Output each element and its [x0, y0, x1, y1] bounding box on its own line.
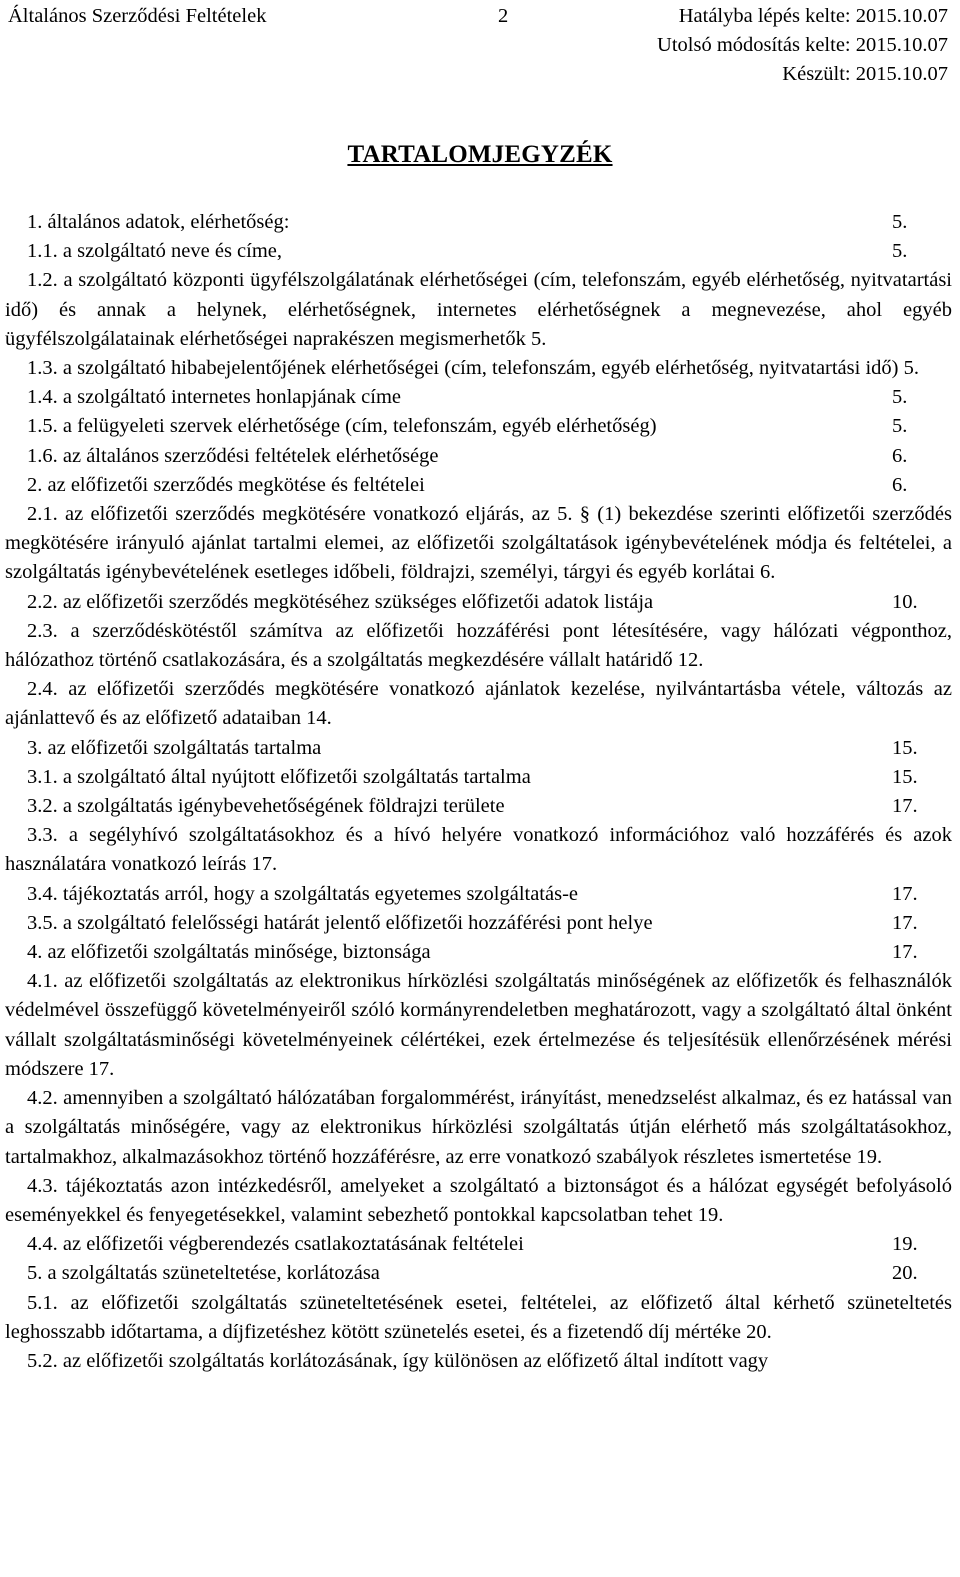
- toc-entry-page: 20.: [892, 1262, 918, 1285]
- toc-entry[interactable]: [5, 967, 952, 1084]
- toc-entry[interactable]: [5, 237, 952, 266]
- toc-entry-text: 2.1. az előfizetői szerződés megkötésére vonatkozó eljárás, az 5. § (1) bekezdése szerinti előfizetői szerződés megkötésére irányuló ajánlat tartalmi elemei, az előfizetői szolgáltatások igénybevételének módja és feltételei, a szolgáltatás igénybevételének esetleges időbeli, földrajzi, személyi, tárgyi és egyéb korlátai: [5, 503, 952, 584]
- toc-entry[interactable]: [5, 383, 952, 412]
- toc-entry-text: 3.5. a szolgáltató felelősségi határát jelentő előfizetői hozzáférési pont helye: [27, 911, 653, 934]
- toc-title: TARTALOMJEGYZÉK: [347, 141, 613, 168]
- toc-entry-page: 5.: [892, 386, 908, 409]
- toc-entry[interactable]: [5, 500, 952, 588]
- toc-entry-text: 1.5. a felügyeleti szervek elérhetősége (cím, telefonszám, egyéb elérhetőség): [27, 415, 657, 438]
- toc-entry-text: 2. az előfizetői szerződés megkötése és feltételei: [27, 473, 425, 496]
- toc-entry-page: 19.: [851, 1145, 883, 1168]
- toc-entry-text: 3.4. tájékoztatás arról, hogy a szolgáltatás egyetemes szolgáltatás-e: [27, 882, 579, 905]
- toc-entry[interactable]: [5, 734, 952, 763]
- toc-entry-page: 17.: [892, 795, 918, 818]
- toc-entry[interactable]: [5, 442, 952, 471]
- toc-entry[interactable]: [5, 938, 952, 967]
- toc-entry-text: 2.3. a szerződéskötéstől számítva az előfizetői hozzáférési pont létesítésére, vagy hálózati végponthoz, hálózathoz történő csatlakozására, és a szolgáltatás megkezdésére vállalt határidő: [5, 619, 952, 672]
- toc-entry-page: 17.: [892, 882, 918, 905]
- toc-entry-text: 1.6. az általános szerződési feltételek elérhetősége: [27, 444, 439, 467]
- toc-entry[interactable]: [5, 1289, 952, 1347]
- toc-entry[interactable]: [5, 763, 952, 792]
- toc-entry-page: 15.: [892, 736, 918, 759]
- header-modified-date: Utolsó módosítás kelte: 2015.10.07: [657, 34, 948, 56]
- toc-entry-page: 17.: [83, 1057, 115, 1080]
- toc-entry-text: 1. általános adatok, elérhetőség:: [27, 211, 290, 233]
- toc-entry-text: 4.2. amennyiben a szolgáltató hálózatában forgalommérést, irányítást, menedzselést alkalmaz, és ez hatással van a szolgáltatás minőségére, vagy az elektronikus hírközlési szolgáltatás útján elérhető más szolgáltatásokhoz, tartalmakhoz, alkalmazásokhoz történő hozzáférésre, az erre vonatkozó szabályok részletes ismertetése: [5, 1087, 952, 1168]
- toc-entry-text: 1.1. a szolgáltató neve és címe,: [27, 240, 283, 263]
- table-of-contents: [5, 208, 952, 1376]
- page-header: [4, 0, 960, 100]
- toc-entry-text: 4.4. az előfizetői végberendezés csatlakoztatásának feltételei: [27, 1233, 524, 1256]
- toc-entry-text: 1.4. a szolgáltató internetes honlapjának címe: [27, 386, 401, 409]
- toc-entry[interactable]: [5, 412, 952, 441]
- toc-entry[interactable]: [5, 266, 952, 354]
- toc-entry-text: 2.2. az előfizetői szerződés megkötéséhez szükséges előfizetői adatok listája: [27, 590, 654, 613]
- header-created-date: Készült: 2015.10.07: [782, 63, 948, 85]
- toc-entry-text: 5.1. az előfizetői szolgáltatás szüneteltetésének esetei, feltételei, az előfizető által kérhető szüneteltetés leghosszabb időtartama, a díjfizetéshez kötött szünetelés esetei, és a fizetendő díj mértéke: [5, 1291, 952, 1343]
- toc-entry-page: 5.: [892, 240, 908, 263]
- toc-entry-page: 12.: [672, 649, 704, 672]
- toc-entry[interactable]: [5, 354, 952, 383]
- toc-entry-text: 5.2. az előfizetői szolgáltatás korlátozásának, így különösen az előfizető által indított vagy: [27, 1349, 769, 1372]
- toc-entry-page: 17.: [246, 853, 278, 876]
- toc-entry-text: 5. a szolgáltatás szüneteltetése, korlátozása: [27, 1262, 380, 1285]
- toc-entry[interactable]: [5, 471, 952, 500]
- toc-entry-page: 5.: [525, 327, 547, 350]
- toc-entry-text: 4. az előfizetői szolgáltatás minősége, biztonsága: [27, 941, 431, 964]
- toc-entry[interactable]: [5, 792, 952, 821]
- toc-entry-page: 17.: [892, 911, 918, 934]
- toc-entry-page: 20.: [741, 1320, 772, 1343]
- toc-entry-text: 4.1. az előfizetői szolgáltatás az elektronikus hírközlési szolgáltatás minőségének az előfizetők és felhasználók védelmével összefüggő követelményeiről szóló kormányrendeletben meghatározott, vagy a szolgáltató által önként vállalt szolgáltatásminőségi követelményeinek célértékei, ezek értelmezése és teljesítésük ellenőrzésének mérési módszere: [5, 970, 952, 1080]
- toc-entry-text: 2.4. az előfizetői szerződés megkötésére vonatkozó ajánlatok kezelése, nyilvántartásba vétele, változás az ajánlattevő és az előfizető adataiban: [5, 678, 952, 730]
- toc-entry-page: 14.: [300, 707, 332, 730]
- header-document-title: Általános Szerződési Feltételek: [8, 5, 267, 27]
- toc-entry[interactable]: [5, 208, 952, 237]
- toc-entry-text: 3.1. a szolgáltató által nyújtott előfizetői szolgáltatás tartalma: [27, 765, 531, 788]
- toc-entry-page: 19.: [692, 1203, 724, 1226]
- toc-entry-page: 6.: [754, 561, 776, 584]
- toc-entry[interactable]: [5, 1347, 952, 1376]
- toc-entry-page: 6.: [892, 473, 908, 496]
- toc-entry-page: [892, 1347, 952, 1376]
- header-effective-date: Hatályba lépés kelte: 2015.10.07: [678, 5, 948, 27]
- toc-entry[interactable]: [5, 909, 952, 938]
- toc-entry[interactable]: [5, 880, 952, 909]
- toc-entry[interactable]: [5, 617, 952, 675]
- toc-entry[interactable]: [5, 588, 952, 617]
- toc-entry-text: 1.2. a szolgáltató központi ügyfélszolgálatának elérhetőségei (cím, telefonszám, egyéb elérhetőség, nyitvatartási idő) és annak a helynek, elérhetőségnek, internetes elérhetőségnek a megnevezése, ahol egyéb ügyfélszolgálatainak elérhetőségei naprakészen megismerhetők: [5, 269, 952, 350]
- toc-entry-text: 4.3. tájékoztatás azon intézkedésről, amelyeket a szolgáltató a biztonságot és a hálózat egységét befolyásoló eseményekkel és fenyegetésekkel, valamint sebezhető pontokkal kapcsolatban tehet: [5, 1174, 952, 1226]
- toc-entry-text: 1.3. a szolgáltató hibabejelentőjének elérhetőségei (cím, telefonszám, egyéb elérhetőség, nyitvatartási idő): [27, 357, 899, 380]
- toc-entry[interactable]: [5, 1084, 952, 1172]
- toc-entry-page: 6.: [892, 444, 908, 467]
- toc-entry-page: 19.: [892, 1233, 918, 1256]
- toc-entry-page: 5.: [892, 211, 908, 233]
- toc-entry-page: 17.: [892, 941, 918, 964]
- toc-entry[interactable]: [5, 1172, 952, 1230]
- toc-entry-page: 5.: [898, 357, 919, 380]
- toc-entry[interactable]: [5, 675, 952, 733]
- header-dates: [657, 2, 948, 89]
- header-page-number: 2: [498, 5, 509, 27]
- toc-entry-text: 3. az előfizetői szolgáltatás tartalma: [27, 736, 322, 759]
- toc-entry-page: 10.: [892, 590, 918, 613]
- toc-entry-page: 15.: [892, 765, 918, 788]
- toc-entry-text: 3.2. a szolgáltatás igénybevehetőségének földrajzi területe: [27, 795, 505, 818]
- toc-entry-text: 3.3. a segélyhívó szolgáltatásokhoz és a hívó helyére vonatkozó információhoz való hozzáférés és azok használatára vonatkozó leírás: [5, 824, 952, 876]
- toc-entry[interactable]: [5, 821, 952, 879]
- toc-entry-page: 5.: [892, 415, 908, 438]
- toc-entry[interactable]: [5, 1230, 952, 1259]
- toc-entry[interactable]: [5, 1259, 952, 1288]
